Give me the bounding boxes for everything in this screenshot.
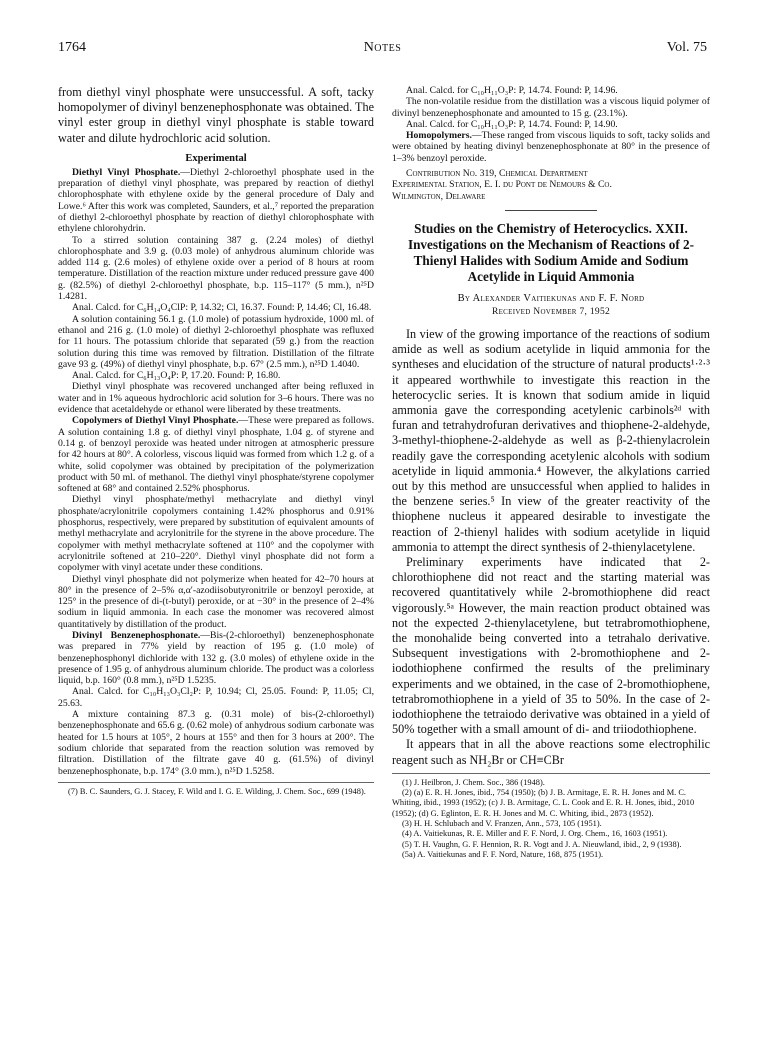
- contribution-line: Experimental Station, E. I. du Pont de Nemours & Co.: [392, 179, 612, 191]
- contribution-line: Contribution No. 319, Chemical Department: [406, 168, 588, 180]
- run-in-heading: Divinyl Benzenephosphonate.: [72, 629, 201, 641]
- paragraph-divinyl-benzenephosphonate: Divinyl Benzenephosphonate.—Bis-(2-chloroethyl) benzenephosphonate was prepared in 77% yield by reaction of 195 g. (1.0 mole) of benzenephosphonyl dichloride with 132 g. (3.0 moles) of ethylene oxide in the presence of 1.95 g. of anhydrous aluminum chloride. The product was a colorless liquid, b.p. 160° (0.8 mm.), n²⁵D 1.5235.: [58, 629, 374, 687]
- section-divider: [505, 210, 597, 211]
- paragraph-diethyl-vinyl-phosphate: Diethyl Vinyl Phosphate.—Diethyl 2-chloroethyl phosphate used in the preparation of diethyl vinyl phosphate, was prepared by reaction of diethyl chlorophosphate with ethylene oxide by the general procedure of Daly and Lowe.⁶ After this work was completed, Saunders, et al.,⁷ reported the preparation of diethyl 2-chloroethyl phosphate by reaction of diethyl chlorophosphate with ethylene chlorohydrin.: [58, 166, 375, 235]
- analysis-line: Anal. Calcd. for C₆H₁₃O₄P: P, 17.20. Found: P, 16.80.: [72, 370, 281, 382]
- paragraph-copolymers: Copolymers of Diethyl Vinyl Phosphate.—These were prepared as follows. A solution containing 1.8 g. of diethyl vinyl phosphate, 1.04 g. of styrene and 0.14 g. of benzoyl peroxide was heated under nitrogen at atmospheric pressure for 42 hours at 80°. A colorless, viscous liquid was formed from which 1.2 g. of a white, solid copolymer was obtained by precipitation of the polymerization product with 50 ml. of methanol. The diethyl vinyl phosphate/styrene copolymer softened at 68° and contained 2.52% phosphorus.: [58, 415, 374, 495]
- footnote-rule: [392, 773, 710, 774]
- article-title: Studies on the Chemistry of Heterocyclics. XXII. Investigations on the Mechanism of Reactions of 2-Thienyl Halides with Sodium Amide and Sodium Acetylide in Liquid Ammonia: [407, 220, 695, 284]
- page-header: [58, 40, 707, 62]
- body-paragraph: It appears that in all the above reactions some electrophilic reagent such as NH₂Br or CH≡CBr: [392, 737, 710, 767]
- contribution-line: Wilmington, Delaware: [392, 190, 486, 202]
- footnote: (5a) A. Vaitiekunas and F. F. Nord, Nature, 168, 875 (1951).: [402, 849, 604, 859]
- footnote: (4) A. Vaitiekunas, R. E. Miller and F. F. Nord, J. Org. Chem., 16, 1603 (1951).: [402, 829, 668, 839]
- received-date: Received November 7, 1952: [491, 306, 611, 317]
- paragraph: A solution containing 56.1 g. (1.0 mole) of potassium hydroxide, 1000 ml. of ethanol and 216 g. (1.0 mole) of diethyl 2-chloroethyl phosphate was refluxed for 11 hours. The potassium chloride that separated (59 g.) from the reaction solution during this time was removed by filtration. Distillation of the filtrate gave 93 g. (49%) of diethyl vinyl phosphate, b.p. 67° (2.5 mm.), n²⁵D 1.4040.: [58, 313, 374, 370]
- right-column: [392, 85, 710, 860]
- footnote: (1) J. Heilbron, J. Chem. Soc., 386 (1948).: [402, 777, 545, 787]
- paragraph: Diethyl vinyl phosphate/methyl methacrylate and diethyl vinyl phosphate/acrylonitrile copolymers containing 1.42% phosphorus and 0.91% phosphorus, respectively, were prepared by substitution of equivalent amounts of methyl methacrylate and acrylonitrile for the styrene in the above procedure. The copolymer with methyl methacrylate softened at 110° and the copolymer with acrylonitrile softened at 210–220°. Diethyl vinyl phosphate did not form a copolymer with vinyl acetate under these conditions.: [58, 494, 374, 574]
- author-line: By Alexander Vaitiekunas and F. F. Nord: [457, 292, 645, 304]
- footnote-7: (7) B. C. Saunders, G. J. Stacey, F. Wild and I. G. E. Wilding, J. Chem. Soc., 699 (1948).: [68, 786, 366, 796]
- volume-label: Vol. 75: [666, 40, 707, 55]
- body-paragraph: Preliminary experiments have indicated that 2-chlorothiophene did not react and the starting material was recovered quantitatively while 2-bromothiophene did react vigorously.⁵ᵃ However, the main reaction product obtained was not the expected 2-thienylacetylene, but tetrabromothiophene, the monohalide being converted into a tetrahalo derivative. Subsequent investigations with 2-bromothiophene and 2-iodothiophene confirmed the results of the preliminary experiments and we obtained, in the case of 2-bromothiophene, tetrabromothiophene in a yield of 35 to 50%. In the case of 2-iodothiophene the tetraiodo derivative was obtained in a yield of 50% together with a small amount of di- and triiodothiophene.: [392, 555, 710, 737]
- run-in-heading: Copolymers of Diethyl Vinyl Phosphate.: [72, 415, 239, 427]
- run-in-heading: Homopolymers.: [406, 130, 472, 142]
- left-column: [58, 85, 374, 797]
- paragraph-homopolymers: Homopolymers.—These ranged from viscous liquids to soft, tacky solids and were obtained by heating divinyl benzenephosphonate at 80° in the presence of 1–3% benzoyl peroxide.: [392, 130, 710, 164]
- analysis-line: Anal. Calcd. for C₁₀H₁₁O₃P: P, 14.74. Found: P, 14.96.: [406, 85, 618, 96]
- analysis-line: Anal. Calcd. for C₁₀H₁₃O₃Cl₂P: P, 10.94; Cl, 25.05. Found: P, 11.05; Cl, 25.63.: [58, 686, 374, 709]
- body-paragraph: In view of the growing importance of the reactions of sodium amide as well as sodium acetylide in liquid ammonia for the syntheses and elucidation of the structure of natural products¹·²·³ it appeared worthwhile to investigate this reaction in the heterocyclic series. It is known that sodium amide in liquid ammonia gave the corresponding acetylenic carbinols²ᵈ with furan and tetrahydrofuran derivatives and thiophene-2-aldehyde, 3-methyl-thiophene-2-aldehyde as well as β-2-thienylacrolein readily gave the corresponding acetylenic alcohols with sodium acetylide in liquid ammonia.⁴ However, the alkylations carried out by this method are unsuccessful when applied to halides in the benzene series.⁵ In view of the greater reactivity of the thiophene nucleus it appeared desirable to investigate the reaction of 2-thienyl halides with sodium acetylide in liquid ammonia to attempt the direct synthesis of 2-thienylacetylene.: [392, 326, 710, 554]
- experimental-heading: Experimental: [185, 152, 247, 164]
- page-number: 1764: [58, 40, 86, 55]
- footnote-rule: [58, 782, 374, 783]
- footnote: (5) T. H. Vaughn, G. F. Hennion, R. R. Vogt and J. A. Nieuwland, ibid., 2, 9 (1938).: [402, 839, 682, 849]
- analysis-line: Anal. Calcd. for C₆H₁₄O₄ClP: P, 14.32; Cl, 16.37. Found: P, 14.46; Cl, 16.48.: [72, 302, 372, 314]
- paragraph: Diethyl vinyl phosphate did not polymerize when heated for 42–70 hours at 80° in the presence of 2–5% α,α′-azodiisobutyronitrile or benzoyl peroxide, at 125° in the presence of di-(t-butyl) peroxide, or at −30° in the presence of 2–4% sodium in liquid ammonia. In each case the monomer was recovered almost quantitatively by distillation of the product.: [58, 573, 374, 630]
- paragraph: The non-volatile residue from the distillation was a viscous liquid polymer of divinyl benzenephosphonate and amounted to 15 g. (23.1%).: [392, 96, 710, 119]
- analysis-line: Anal. Calcd. for C₁₀H₁₁O₃P: P, 14.74. Found: P, 14.90.: [406, 118, 618, 130]
- paragraph: A mixture containing 87.3 g. (0.31 mole) of bis-(2-chloroethyl) benzenephosphonate and 65.6 g. (0.62 mole) of anhydrous sodium carbonate was heated for 1.5 hours at 105°, 2 hours at 155° and then for 3 hours at 200°. The sodium chloride that separated from the reaction solution was removed by filtration. Distillation of the filtrate gave 40 g. (61.5%) of divinyl benzenephosphonate, b.p. 174° (3.0 mm.), n²⁵D 1.5258.: [58, 709, 374, 777]
- paragraph: Diethyl vinyl phosphate was recovered unchanged after being refluxed in water and in 1% aqueous hydrochloric acid solution for 3–6 hours. There was no evidence that acetaldehyde or ethanol were liberated by these treatments.: [58, 381, 374, 416]
- section-title: Notes: [363, 40, 402, 55]
- intro-paragraph: from diethyl vinyl phosphate were unsuccessful. A soft, tacky homopolymer of divinyl benzenephosphonate was obtained. The vinyl ester group in diethyl vinyl phosphate is stable toward water and dilute hydrochloric acid solution.: [58, 85, 374, 145]
- footnote: (2) (a) E. R. H. Jones, ibid., 754 (1950); (b) J. B. Armitage, E. R. H. Jones and M. C. Whiting, ibid., 1993 (1952); (c) J. B. Armitage, C. L. Cook and E. R. H. Jones, ibid., 2010 (1952); (d) G. Eglinton, E. R. H. Jones and M. C. Whiting, ibid., 2873 (1952).: [392, 788, 695, 818]
- run-in-heading: Diethyl Vinyl Phosphate.: [72, 166, 181, 178]
- footnote: (3) H. H. Schlubach and V. Franzen, Ann., 573, 105 (1951).: [402, 819, 602, 829]
- paragraph: To a stirred solution containing 387 g. (2.24 moles) of diethyl chlorophosphate and 3.9 g. (0.03 mole) of anhydrous aluminum chloride was added 114 g. (2.6 moles) of ethylene oxide over a period of 8 hours at room temperature. Distillation of the reaction mixture under reduced pressure gave 400 g. (82.5%) of diethyl 2-chloroethyl phosphate, b.p. 115–117° (5 mm.), n²⁵D 1.4281.: [58, 234, 374, 303]
